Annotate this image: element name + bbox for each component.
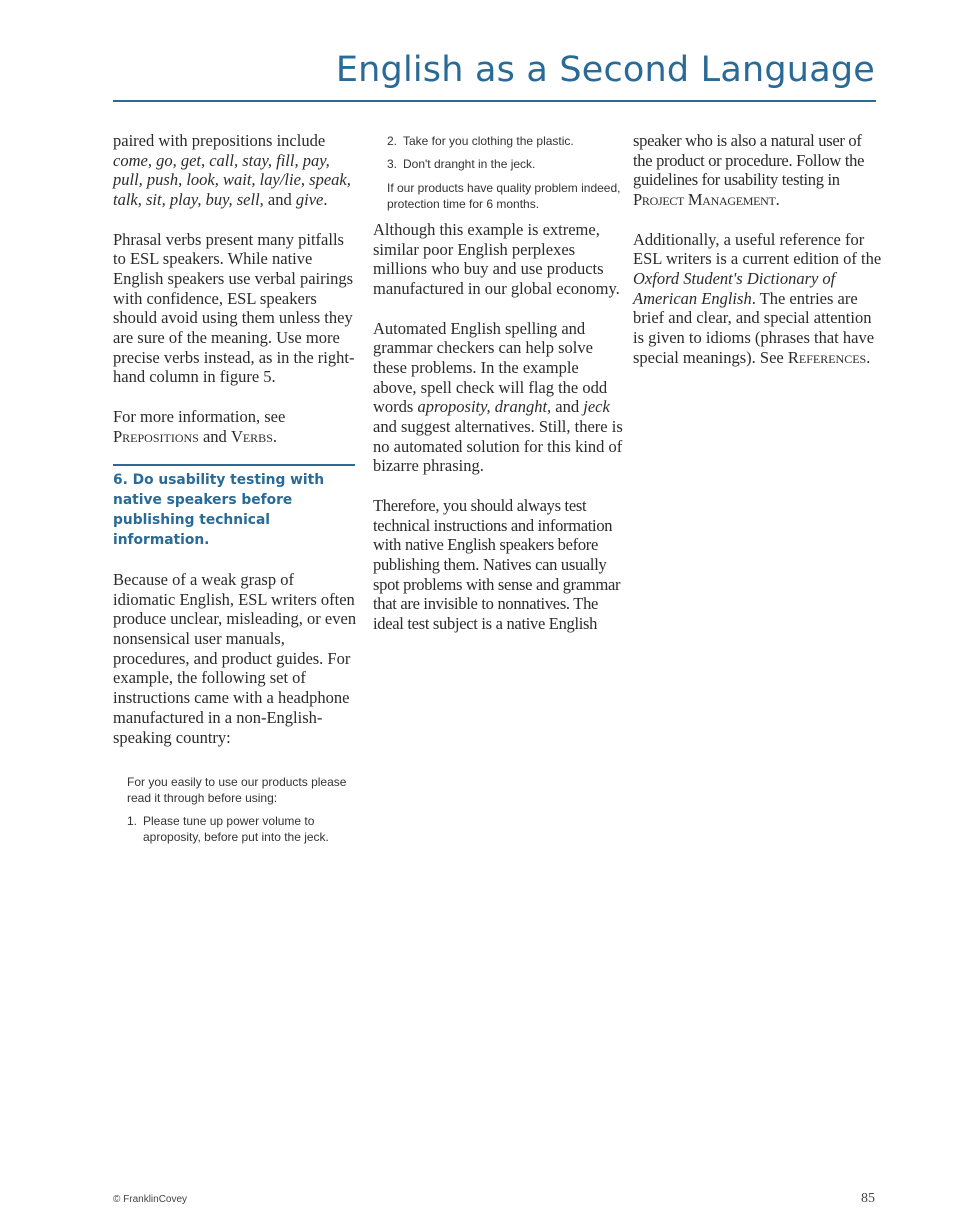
page-number: 85 [861, 1191, 875, 1206]
section-heading: 6. Do usability testing with native speakers before publishing technical information. [113, 472, 325, 549]
section-rule [113, 464, 355, 466]
paragraph-prepositions: paired with prepositions include come, go, get, call, stay, fill, pay, pull, push, look, wait, lay/lie, speak, talk, sit, play, buy, sell, and give. [113, 131, 351, 210]
paragraph-dictionary: Additionally, a useful reference for ESL writers is a current edition of the Oxford Student's Dictionary of American English. The entries are brief and clear, and special attention is given to idioms (phrases that have special meanings). See References. [633, 229, 882, 367]
paragraph-extreme-example: Although this example is extreme, similar poor English perplexes millions who buy and use products manufactured in our global economy. [373, 220, 620, 299]
paragraph-phrasal-verbs: Phrasal verbs present many pitfalls to ESL speakers. While native English speakers use verbal pairings with confidence, ESL speakers should avoid using them unless they are sure of the meaning. Use more precise verbs instead, as in the right-hand column in figure 5. [113, 229, 355, 387]
example-intro: For you easily to use our products please read it through before using: [127, 775, 347, 806]
book-title: Oxford Student's Dictionary of American English [633, 268, 836, 308]
paragraph-always-test: Therefore, you should always test technical instructions and information with native English speakers before publishing them. Natives can usually spot problems with sense and grammar that are invisible to nonnatives. The ideal test subject is a native English [373, 495, 621, 634]
example-instructions-continued [387, 133, 623, 212]
example-item: 1. Please tune up power volume to aproposity, before put into the jeck. [127, 814, 329, 845]
example-instructions [127, 774, 358, 845]
paragraph-more-info: For more information, see Prepositions and Verbs. [113, 406, 286, 446]
paragraph-spell-check: Automated English spelling and grammar checkers can help solve these problems. In the example above, spell check will flag the odd words aproposity, dranght, and jeck and suggest alternatives. Still, there is no automated solution for this kind of bizarre phrasing. [373, 318, 623, 476]
example-item: 3. Don't dranght in the jeck. [387, 157, 536, 171]
column-1 [113, 131, 358, 845]
paragraph-weak-grasp: Because of a weak grasp of idiomatic English, ESL writers often produce unclear, misleading, or even nonsensical user manuals, procedures, and product guides. For example, the following set of instructions came with a headphone manufactured in a non-English-speaking country: [113, 569, 357, 747]
cross-reference-references[interactable]: References [787, 347, 867, 367]
title-rule [113, 100, 876, 102]
cross-reference-verbs[interactable]: Verbs [230, 426, 273, 446]
column-2 [373, 131, 623, 634]
verb-list: come, go, get, call, stay, fill, pay, pull, push, look, wait, lay/lie, speak, talk, sit, play, buy, sell, [113, 150, 351, 210]
example-note: If our products have quality problem indeed, protection time for 6 months. [387, 181, 621, 211]
column-3 [633, 131, 883, 367]
page-title: English as a Second Language [335, 50, 875, 90]
paragraph-natural-user: speaker who is also a natural user of the product or procedure. Follow the guidelines for usability testing in Project Management. [633, 131, 865, 210]
cross-reference-project-management[interactable]: Project Management [633, 190, 776, 210]
cross-reference-prepositions[interactable]: Prepositions [113, 426, 199, 446]
footer-copyright: © FranklinCovey [113, 1194, 188, 1205]
example-item: 2. Take for you clothing the plastic. [387, 134, 574, 148]
